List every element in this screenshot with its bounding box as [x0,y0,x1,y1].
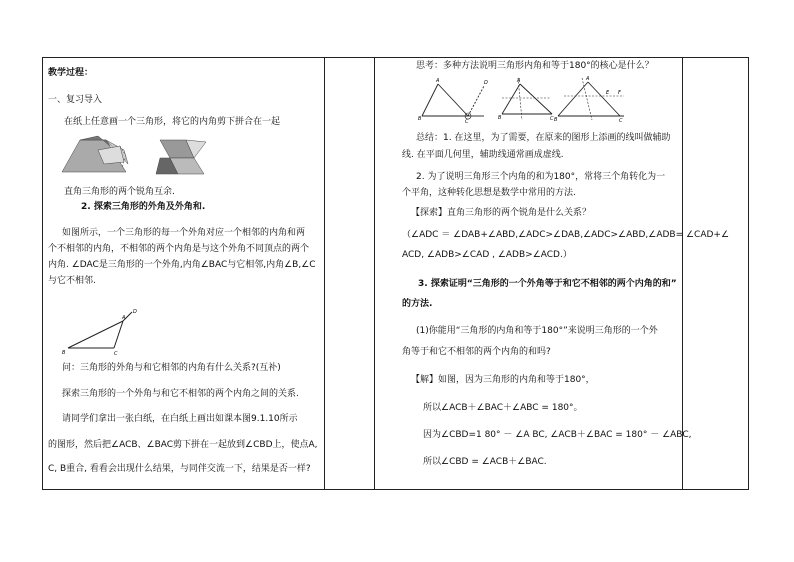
column-divider [374,58,375,489]
point-label: E [606,90,610,96]
paragraph-line: 内角. ∠DAC是三角形的一个外角,内角∠BAC与它相邻,内角∠B,∠C [48,260,316,270]
exterior-angle-figure [60,308,140,356]
note: 直角三角形的两个锐角互余. [64,187,175,197]
equation: 所以∠CBD = ∠ACB＋∠BAC. [423,457,547,467]
equation: 所以∠ACB＋∠BAC＋∠ABC = 180°。 [423,403,583,413]
summary-line: 总结：1. 在这里，为了需要，在原来的图形上添画的线叫做辅助 [416,133,671,143]
point-label: C [619,118,623,124]
point-label: A [586,76,590,82]
point-label: D [484,80,488,86]
paragraph-line: 请同学们拿出一张白纸，在白纸上画出如课本图9.1.10所示 [62,414,298,424]
section-title: 3. 探索证明“三角形的一个外角等于和它不相邻的两个内角的和” [418,279,677,289]
equation: 因为∠CBD=1 80° － ∠A BC, ∠ACB＋∠BAC = 180° － ∠ABC, [423,430,692,440]
summary-line: 个平角，这种转化思想是数学中常用的方法. [402,188,576,198]
solution: 【解】如图，因为三角形的内角和等于180°， [411,375,595,385]
section-title: 一、复习导入 [48,95,103,105]
paragraph-line: 与它不相邻. [48,276,96,286]
question: 问：三角形的外角与和它相邻的内角有什么关系?(互补) [62,363,281,373]
triangle-proof-figures [418,74,628,124]
section-heading: 教学过程： [48,68,94,78]
paragraph-line: 如图所示，一个三角形的每一个外角对应一个相邻的内角和两 [62,228,306,238]
point-label: B [418,116,422,122]
question-line: (1)你能用“三角形的内角和等于180°”来说明三角形的一个外 [416,326,658,336]
point-label: A [436,78,440,84]
question-line: 角等于和它不相邻的两个内角的和吗? [402,347,551,357]
point-label: D [133,309,137,315]
paragraph: 探索三角形的一个外角与和它不相邻的两个内角之间的关系. [62,389,299,399]
point-label: B [62,350,66,356]
summary-line: 线. 在平面几何里，辅助线通常画成虚线. [402,150,564,160]
explore-question: 【探索】直角三角形的两个锐角是什么关系？ [411,208,592,218]
point-label: C [465,119,469,124]
angle-relations: ACD, ∠ADB>∠CAD , ∠ADB>∠ACD.） [402,250,572,260]
summary-line: 2. 为了说明三角形三个内角的和为180°，常将三个角转化为一 [416,172,666,182]
section-title: 的方法. [402,299,433,309]
angle-relations: （∠ADC ＝ ∠DAB+∠ABD,∠ADC>∠DAB,∠ADC>∠ABD,∠ADB= ∠CAD+∠ [402,230,730,240]
point-label: F [618,90,621,96]
paragraph-line: 个不相邻的内角，不相邻的两个内角是与这个外角不同顶点的两个 [48,244,310,254]
point-label: B [498,115,502,121]
paragraph: 在纸上任意画一个三角形，将它的内角剪下拼合在一起 [64,117,281,127]
paragraph-line: 的图形，然后把∠ACB、∠BAC剪下拼在一起放到∠CBD上，使点A, [48,440,318,450]
section-title: 2. 探索三角形的外角及外角和. [81,202,206,212]
column-divider [682,58,683,489]
paragraph-line: C, B重合, 看看会出现什么结果，与同伴交流一下，结果是否一样? [48,464,311,474]
point-label: A [517,78,521,84]
think-question: 思考：多种方法说明三角形内角和等于180°的核心是什么？ [416,61,654,71]
point-label: C [550,116,554,122]
cut-angles-figure [60,134,220,176]
point-label: C [114,351,118,356]
point-label: B [554,117,558,123]
point-label: A [122,315,126,321]
column-divider [324,58,325,489]
